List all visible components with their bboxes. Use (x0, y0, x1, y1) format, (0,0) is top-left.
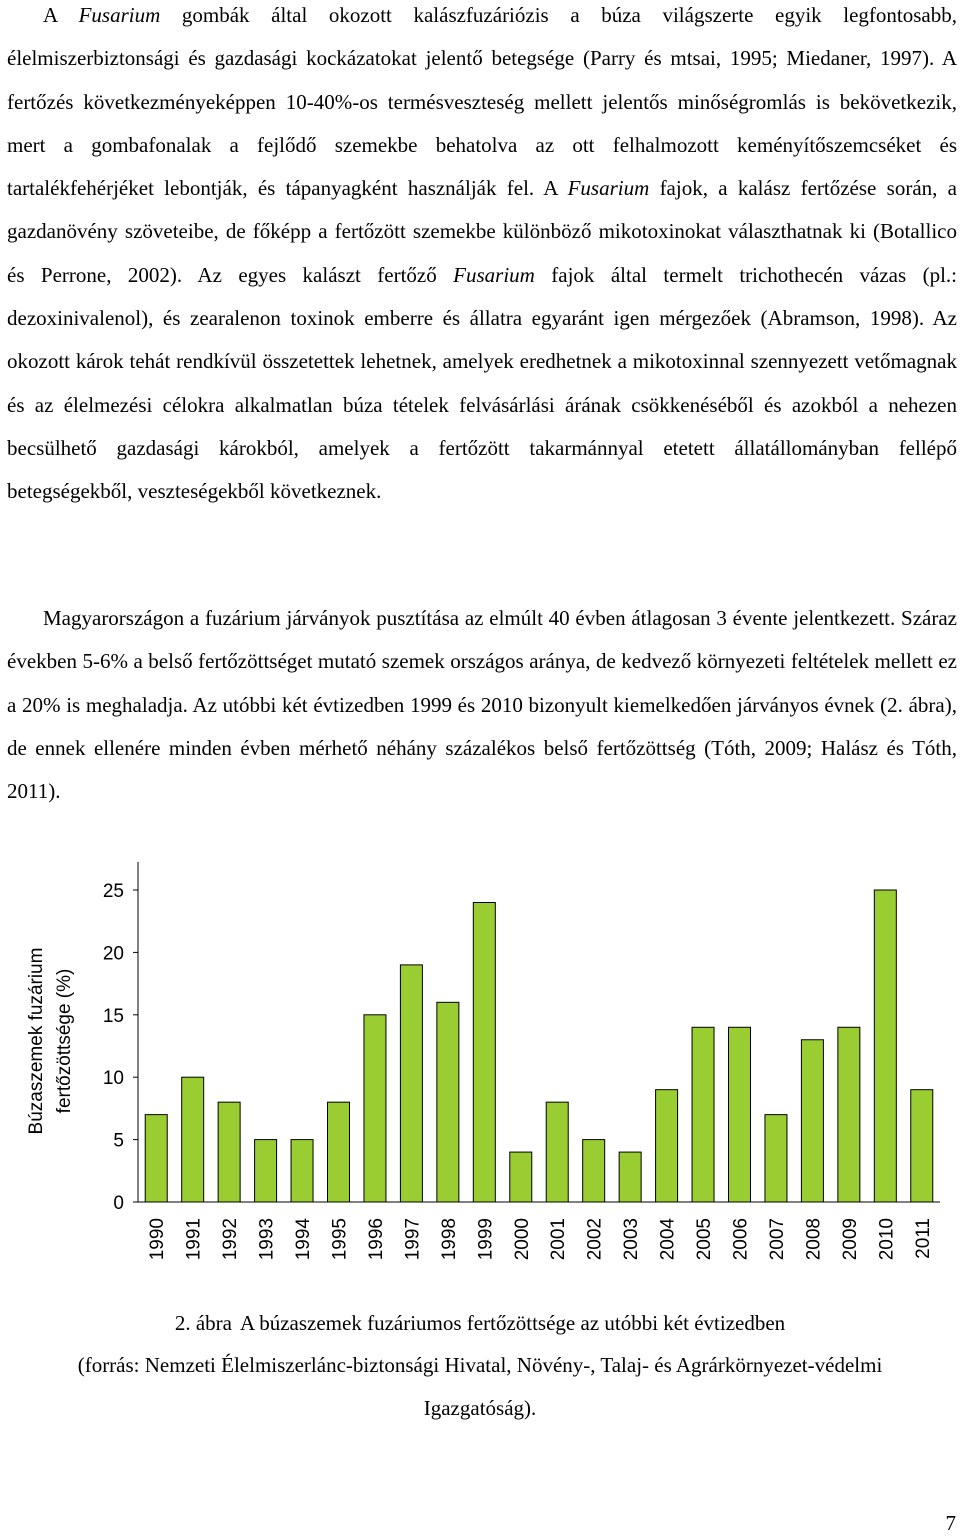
page-number: 7 (945, 1511, 956, 1535)
paragraph-text: A (43, 3, 79, 27)
y-axis-label-line1: Búzaszemek fuzárium (26, 947, 47, 1135)
y-tick-label: 10 (102, 1068, 124, 1090)
x-tick-label: 1998 (438, 1218, 460, 1261)
paragraph-text: fajok, a kalász fertőzése során, a gazdanövény szöveteibe, de főképp a fertőzött szemekbe különböző mikotoxinokat választhatnak ki (Botallico és Perrone, 2002). Az egyes kalászt fertőző (7, 176, 957, 287)
y-tick-label: 25 (102, 881, 124, 902)
x-tick-label: 1991 (183, 1218, 205, 1261)
bar-2001 (546, 1102, 568, 1202)
bar-2011 (911, 1090, 933, 1202)
x-tick-label: 2002 (584, 1218, 606, 1261)
bar-1994 (291, 1140, 313, 1202)
x-tick-label: 2009 (839, 1218, 861, 1261)
y-axis-label-line2: fertőzöttsége (%) (54, 968, 75, 1114)
x-tick-label: 2008 (803, 1218, 825, 1261)
x-tick-label: 2004 (657, 1218, 679, 1261)
figure-number: 2. ábra (174, 1311, 232, 1335)
y-tick-label: 20 (102, 943, 124, 965)
bar-2006 (729, 1027, 751, 1202)
bar-1996 (364, 1015, 386, 1202)
x-tick-label: 2005 (694, 1218, 716, 1261)
bar-1992 (218, 1102, 240, 1202)
x-tick-label: 2006 (730, 1218, 752, 1261)
paragraph-text: gombák által okozott kalászfuzáriózis a búza világszerte egyik legfontosabb, élelmiszerbiztonsági és gazdasági kockázatokat jelentő betegsége (Parry és mtsai, 1995; Miedaner, 1997). A fertőzés következményeképpen 10-40%-os termésveszteség mellett jelentős minőségromlás is bekövetkezik, mert a gombafonalak a fejlődő szemekbe behatolva az ott felhalmozott keményítőszemcséket és tartalékfehérjéket lebontják, és tápanyagként használják fel. A (7, 3, 957, 201)
y-tick-label: 15 (102, 1005, 124, 1027)
figure-source: (forrás: Nemzeti Élelmiszerlánc-biztonsági Hivatal, Növény-, Talaj- és Agrárkörnyezet-védelmi Igazgatóság). (77, 1353, 883, 1420)
y-tick-label: 0 (113, 1193, 124, 1214)
x-tick-label: 1997 (402, 1218, 424, 1261)
bar-2010 (874, 890, 896, 1202)
y-tick-label: 5 (113, 1130, 124, 1152)
bar-1990 (145, 1115, 167, 1202)
x-tick-label: 2003 (621, 1218, 643, 1261)
bar-1995 (328, 1102, 350, 1202)
x-tick-label: 2001 (548, 1218, 570, 1261)
bar-2007 (765, 1115, 787, 1202)
x-tick-label: 1993 (256, 1218, 278, 1261)
bar-2004 (656, 1090, 678, 1202)
paragraph-text: fajok által termelt trichothecén vázas (pl.: dezoxinivalenol), és zearalenon toxinok emberre és állatra egyaránt igen mérgezőek (Abramson, 1998). Az okozott károk tehát rendkívül összetettek lehetnek, amelyek eredhetnek a mikotoxinnal szennyezett vetőmagnak és az élelmezési célokra alkalmatlan búza tételek felvásárlási árának csökkenéséből és azokból a nehezen becsülhető gazdasági károkból, amelyek a fertőzött takarmánnyal etetett állatállományban fellépő betegségekből, veszteségekből következnek. (7, 262, 957, 504)
bar-2003 (619, 1152, 641, 1202)
fusarium-bar-chart (0, 850, 960, 1280)
bar-1998 (437, 1002, 459, 1202)
italic-term: Fusarium (78, 3, 161, 27)
x-tick-label: 1994 (293, 1218, 315, 1261)
x-tick-label: 1995 (329, 1218, 351, 1261)
bar-1999 (473, 902, 495, 1202)
x-tick-label: 2000 (511, 1218, 533, 1261)
bar-2002 (583, 1140, 605, 1202)
bar-2005 (692, 1027, 714, 1202)
paragraph-text: Magyarországon a fuzárium járványok pusztítása az elmúlt 40 évben átlagosan 3 évente jelentkezett. Száraz években 5-6% a belső fertőzöttséget mutató szemek országos aránya, de kedvező környezeti feltételek mellett ez a 20% is meghaladja. Az utóbbi két évtizedben 1999 és 2010 bizonyult kiemelkedően járványos évnek (2. ábra), de ennek ellenére minden évben mérhető néhány százalékos belső fertőzöttség (Tóth, 2009; Halász és Tóth, 2011). (7, 606, 957, 804)
x-tick-label: 1990 (147, 1218, 169, 1261)
italic-term: Fusarium (453, 262, 535, 287)
body-paragraph-2 (7, 597, 957, 813)
bar-2000 (510, 1152, 532, 1202)
bar-2008 (801, 1040, 823, 1202)
x-tick-label: 2010 (876, 1218, 898, 1261)
bar-2009 (838, 1027, 860, 1202)
figure-caption (0, 1302, 960, 1345)
x-tick-label: 1992 (220, 1218, 242, 1261)
bar-1993 (255, 1140, 277, 1202)
figure-title: A búzaszemek fuzáriumos fertőzöttsége az utóbbi két évtizedben (239, 1311, 786, 1335)
italic-term: Fusarium (567, 176, 650, 201)
x-tick-label: 1999 (475, 1218, 497, 1261)
body-paragraph-1 (7, 0, 957, 514)
x-tick-label: 2007 (766, 1218, 788, 1261)
bar-1991 (182, 1077, 204, 1202)
x-tick-label: 1996 (365, 1218, 387, 1261)
bar-1997 (400, 965, 422, 1202)
x-tick-label: 2011 (912, 1218, 934, 1259)
plot-area (103, 862, 940, 1260)
